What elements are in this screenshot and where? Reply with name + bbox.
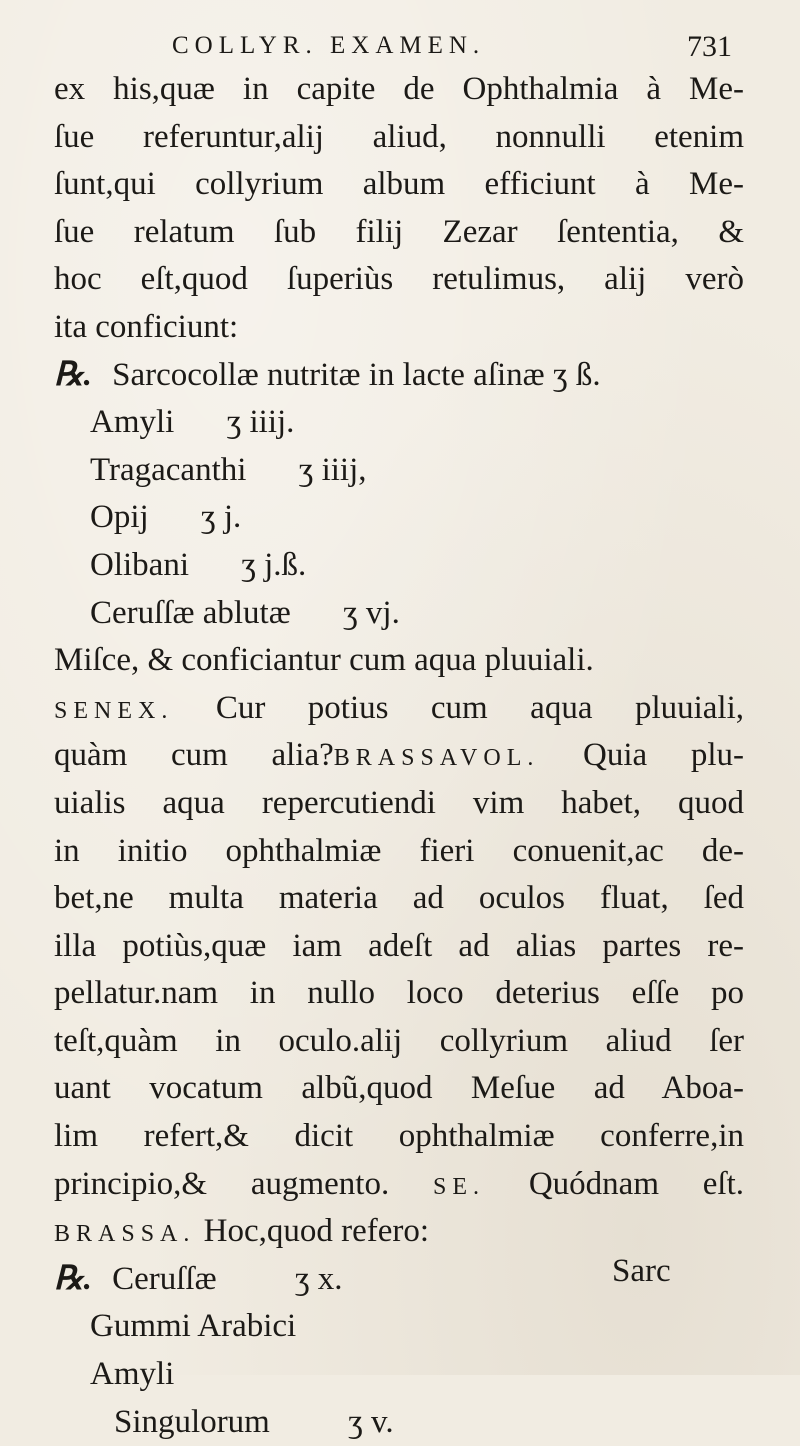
- speech-text: Hoc,quod refero:: [203, 1213, 430, 1250]
- ingredient-dose: ʒ iiij,: [298, 451, 367, 488]
- text-line: illa potiùs,quæ iam adeſt ad alias partes re-: [54, 927, 744, 964]
- speech-text: Cur potius cum aqua pluuiali,: [215, 689, 744, 726]
- text-line: ita conficiunt:: [54, 308, 239, 345]
- ingredient-name: Ceruſſæ ablutæ: [90, 594, 291, 631]
- recipe-line: [54, 494, 744, 542]
- ingredient-name: Sarcocollæ nutritæ in lacte aſinæ: [112, 356, 545, 393]
- recipe-line: [54, 399, 744, 447]
- text-line: bet,ne multa materia ad oculos fluat, ſed: [54, 880, 744, 917]
- text-line: uant vocatum albũ,quod Meſue ad Aboa-: [54, 1070, 744, 1107]
- ingredient-name: Amyli: [90, 1356, 175, 1393]
- recipe-line: [54, 352, 744, 400]
- dialogue-line: [54, 1161, 744, 1209]
- ingredient-name: Amyli: [90, 404, 175, 441]
- ingredient-dose: ʒ iiij.: [226, 404, 295, 441]
- body-text: [54, 66, 744, 1446]
- text-line: ſunt,qui collyrium album efficiunt à Me-: [54, 166, 744, 203]
- text-line: in initio ophthalmiæ fieri conuenit,ac de-: [54, 832, 744, 869]
- ingredient-dose: ʒ x.: [294, 1260, 343, 1297]
- speech-text: Quia plu-: [583, 737, 744, 774]
- speaker-name: SENEX.: [54, 697, 174, 724]
- ingredient-dose: ʒ ß.: [552, 356, 601, 393]
- speaker-name: BRASSAVOL.: [333, 745, 540, 772]
- recipe-symbol: ℞.: [54, 356, 92, 393]
- ingredient-dose: ʒ j.ß.: [241, 546, 307, 583]
- ingredient-name: Ceruſſæ: [112, 1260, 217, 1297]
- dialogue-line: [54, 1208, 744, 1256]
- text-line: ſue relatum ſub filij Zezar ſententia, &: [54, 213, 744, 250]
- speech-text: Quódnam eſt.: [528, 1165, 744, 1202]
- total-dose: ʒ v.: [348, 1403, 394, 1440]
- ingredient-dose: ʒ vj.: [343, 594, 400, 631]
- recipe-line: [54, 590, 744, 638]
- text-line: ex his,quæ in capite de Ophthalmia à Me-: [54, 71, 744, 107]
- speech-text: principio,& augmento.: [54, 1165, 390, 1202]
- recipe-symbol: ℞.: [54, 1260, 92, 1297]
- dialogue-line: [54, 732, 744, 780]
- page-number: 731: [687, 30, 732, 63]
- recipe-total-line: [54, 1399, 744, 1446]
- speaker-name: SE.: [433, 1173, 486, 1200]
- text-line: pellatur.nam in nullo loco deterius eſſe po: [54, 975, 744, 1012]
- page-header: [172, 28, 732, 68]
- total-label: Singulorum: [114, 1403, 270, 1440]
- ingredient-name: Olibani: [90, 546, 189, 583]
- speech-text: quàm cum alia?: [54, 737, 334, 774]
- dialogue-line: [54, 685, 744, 733]
- text-line: uialis aqua repercutiendi vim habet, quod: [54, 784, 744, 821]
- recipe-line: [54, 447, 744, 495]
- text-line: hoc eſt,quod ſuperiùs retulimus, alij verò: [54, 261, 744, 298]
- speaker-name: BRASSA.: [54, 1221, 196, 1248]
- recipe-line: [54, 1303, 744, 1351]
- recipe-line: [54, 542, 744, 590]
- ingredient-name: Tragacanthi: [90, 451, 247, 488]
- ingredient-name: Gummi Arabici: [90, 1308, 297, 1345]
- text-line: Miſce, & conficiantur cum aqua pluuiali.: [54, 642, 594, 679]
- catchword: Sarc: [612, 1253, 671, 1289]
- text-line: lim refert,& dicit ophthalmiæ conferre,in: [54, 1118, 744, 1155]
- ingredient-name: Opij: [90, 499, 149, 536]
- running-head: COLLYR. EXAMEN.: [172, 32, 486, 59]
- ingredient-dose: ʒ j.: [200, 499, 242, 536]
- text-line: ſue referuntur,alij aliud, nonnulli etenim: [54, 118, 744, 155]
- text-line: teſt,quàm in oculo.alij collyrium aliud ſer: [54, 1022, 744, 1059]
